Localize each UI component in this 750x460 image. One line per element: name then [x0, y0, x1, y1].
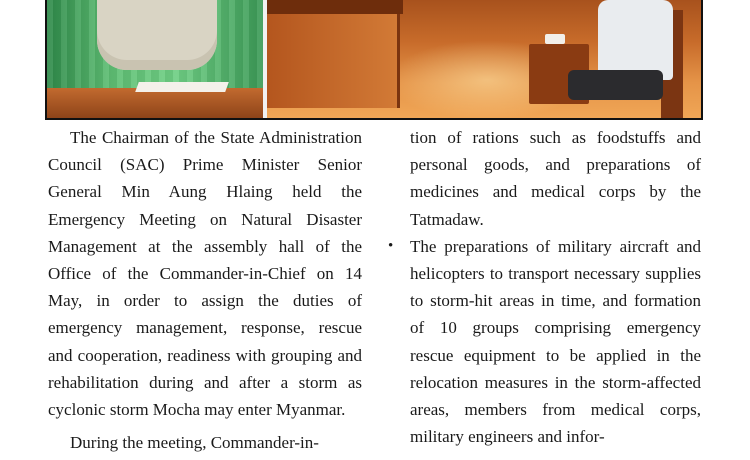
wooden-desk — [267, 0, 400, 108]
article-paragraph-2: During the meeting, Commander-in- — [70, 433, 319, 453]
article-right-column — [388, 124, 701, 450]
meeting-photo-assembly-hall — [267, 0, 701, 118]
article-continuation: tion of rations such as foodstuffs and personal goods, and preparations of medicines and medical corps by the Tatmadaw. — [410, 128, 701, 229]
desk — [47, 88, 263, 118]
seated-attendee — [573, 0, 683, 120]
meeting-photo-chairman — [47, 0, 263, 118]
article-left-column — [48, 124, 362, 456]
bullet-text: The preparations of military aircraft and helicopters to transport necessary supplies to storm-hit areas in time, and formation of 10 groups comprising emergency rescue equipment to be applied in the relocation measures in the storm-affected areas, members from medical corps, military engineers and infor- — [410, 236, 701, 447]
article-paragraph-1: The Chairman of the State Administration Council (SAC) Prime Minister Senior General Min Aung Hlaing held the Emergency Meeting on Natural Disaster Management at the assembly hall of the Office of the Commander-in-Chief on 14 May, in order to assign the duties of emergency management, response, rescue and cooperation, readiness with grouping and rehabilitation during and after a storm as cyclonic storm Mocha may enter Myanmar. — [48, 128, 362, 420]
news-photo — [45, 0, 703, 120]
seated-person — [97, 0, 217, 70]
bullet-icon: • — [388, 237, 394, 254]
teacups — [545, 34, 565, 44]
papers — [135, 82, 229, 92]
bullet-item-1 — [388, 233, 701, 451]
